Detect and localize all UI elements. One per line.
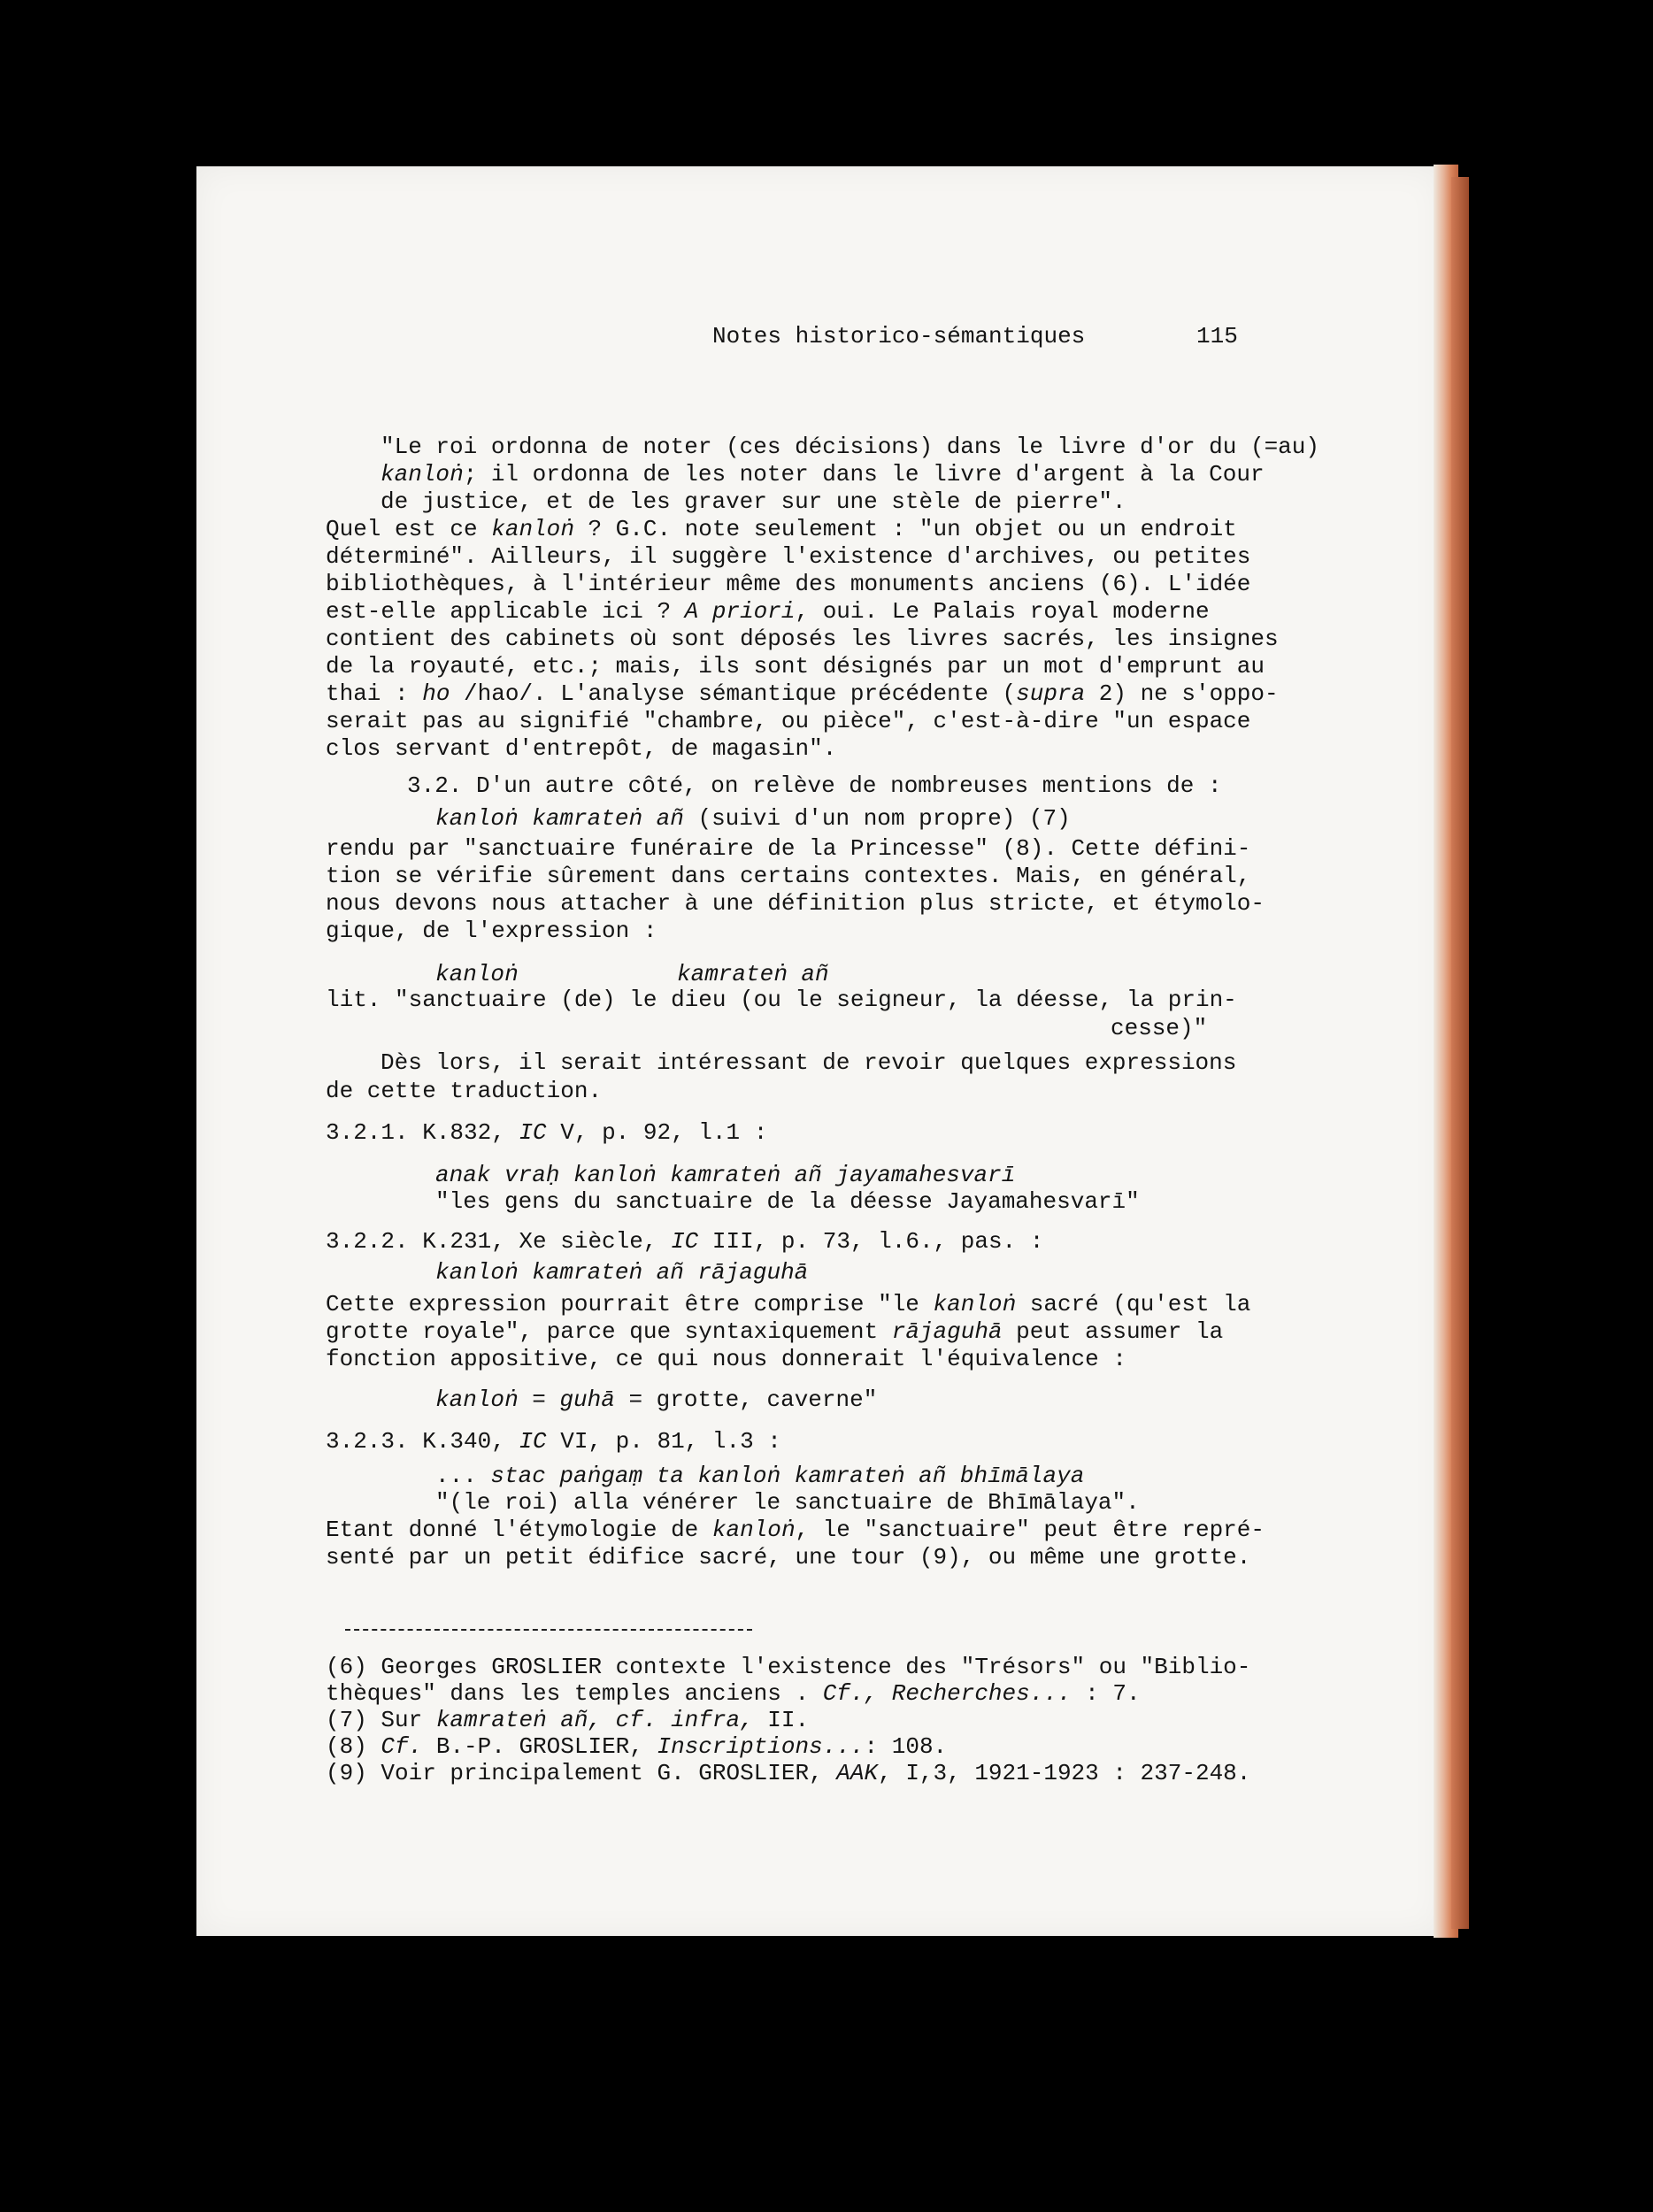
gloss-word-kanlon: kanloṅ [435,961,519,987]
gloss-word-kamraten: kamrateṅ añ [677,961,829,987]
conclusion-line-1: Dès lors, il serait intéressant de revoir quelques expressions [381,1049,1237,1076]
example-3-2-3-translation: "(le roi) alla vénérer le sanctuaire de Bhīmālaya". [435,1489,1140,1516]
final-line-1: Etant donné l'étymologie de kanloṅ, le "sanctuaire" peut être repré- [326,1517,1265,1543]
example-3-2-1-khmer: anak vraḥ kanloṅ kamrateṅ añ jayamahesvarī [435,1162,1016,1188]
page-edge-shadow [1451,177,1469,1929]
para1-line-1: Quel est ce kanloṅ ? G.C. note seulement : "un objet ou un endroit [326,516,1237,542]
para1-line-2: déterminé". Ailleurs, il suggère l'existence d'archives, ou petites [326,543,1251,570]
example-3-2-2-line-2: grotte royale", parce que syntaxiquement rājaguhā peut assumer la [326,1318,1224,1345]
final-line-2: senté par un petit édifice sacré, une tour (9), ou même une grotte. [326,1544,1251,1571]
footnote-6-line-1: (6) Georges GROSLIER contexte l'existence des "Trésors" ou "Biblio- [326,1654,1251,1680]
footnote-7: (7) Sur kamrateṅ añ, cf. infra, II. [326,1707,810,1733]
para1-line-5: contient des cabinets où sont déposés les livres sacrés, les insignes [326,626,1279,652]
running-title: Notes historico-sémantiques [712,323,1086,349]
section-3-2-line-2: tion se vérifie sûrement dans certains contextes. Mais, en général, [326,863,1251,889]
quote-line-3: de justice, et de les graver sur une stèle de pierre". [381,488,1126,515]
para1-line-4: est-elle applicable ici ? A priori, oui. Le Palais royal moderne [326,598,1210,625]
example-3-2-3-khmer: ... stac paṅgaṃ ta kanloṅ kamrateṅ añ bhīmālaya [435,1463,1085,1489]
footnote-6-line-2: thèques" dans les temples anciens . Cf., Recherches... : 7. [326,1680,1141,1707]
quote-line-1: "Le roi ordonna de noter (ces décisions) dans le livre d'or du (=au) [381,434,1319,460]
para1-line-7: thai : ho /hao/. L'analyse sémantique précédente (supra 2) ne s'oppo- [326,680,1279,707]
gloss-translation-2: cesse)" [1111,1015,1208,1041]
para1-line-3: bibliothèques, à l'intérieur même des monuments anciens (6). L'idée [326,571,1251,597]
example-3-2-1-ref: 3.2.1. K.832, IC V, p. 92, l.1 : [326,1119,768,1146]
conclusion-line-2: de cette traduction. [326,1078,603,1104]
term-kanlon: kanloṅ [381,461,464,488]
footnote-9: (9) Voir principalement G. GROSLIER, AAK, I,3, 1921-1923 : 237-248. [326,1760,1251,1786]
section-3-2-line-4: gique, de l'expression : [326,918,657,944]
para1-line-9: clos servant d'entrepôt, de magasin". [326,735,837,762]
section-3-2-term: kanloṅ kamrateṅ añ (suivi d'un nom propre) (7) [435,805,1071,832]
equivalence: kanloṅ = guhā = grotte, caverne" [435,1386,878,1413]
section-3-2-intro: 3.2. D'un autre côté, on relève de nombreuses mentions de : [407,772,1222,799]
example-3-2-1-translation: "les gens du sanctuaire de la déesse Jayamahesvarī" [435,1188,1140,1215]
para1-line-8: serait pas au signifié "chambre, ou pièce", c'est-à-dire "un espace [326,708,1251,734]
gloss-translation-1: lit. "sanctuaire (de) le dieu (ou le seigneur, la déesse, la prin- [326,987,1237,1013]
example-3-2-2-ref: 3.2.2. K.231, Xe siècle, IC III, p. 73, l.6., pas. : [326,1228,1044,1255]
section-3-2-line-1: rendu par "sanctuaire funéraire de la Princesse" (8). Cette défini- [326,835,1251,862]
footnote-8: (8) Cf. B.-P. GROSLIER, Inscriptions...: 108. [326,1733,948,1760]
section-3-2-line-3: nous devons nous attacher à une définition plus stricte, et étymolo- [326,890,1265,917]
para1-line-6: de la royauté, etc.; mais, ils sont désignés par un mot d'emprunt au [326,653,1265,680]
example-3-2-2-khmer: kanloṅ kamrateṅ añ rājaguhā [435,1259,809,1286]
quote-line-2: kanloṅ; il ordonna de les noter dans le livre d'argent à la Cour [381,461,1265,488]
example-3-2-2-line-1: Cette expression pourrait être comprise "le kanloṅ sacré (qu'est la [326,1291,1251,1317]
footnote-rule [345,1629,752,1631]
page-number: 115 [1196,323,1238,349]
example-3-2-2-line-3: fonction appositive, ce qui nous donnerait l'équivalence : [326,1346,1126,1372]
example-3-2-3-ref: 3.2.3. K.340, IC VI, p. 81, l.3 : [326,1428,781,1455]
